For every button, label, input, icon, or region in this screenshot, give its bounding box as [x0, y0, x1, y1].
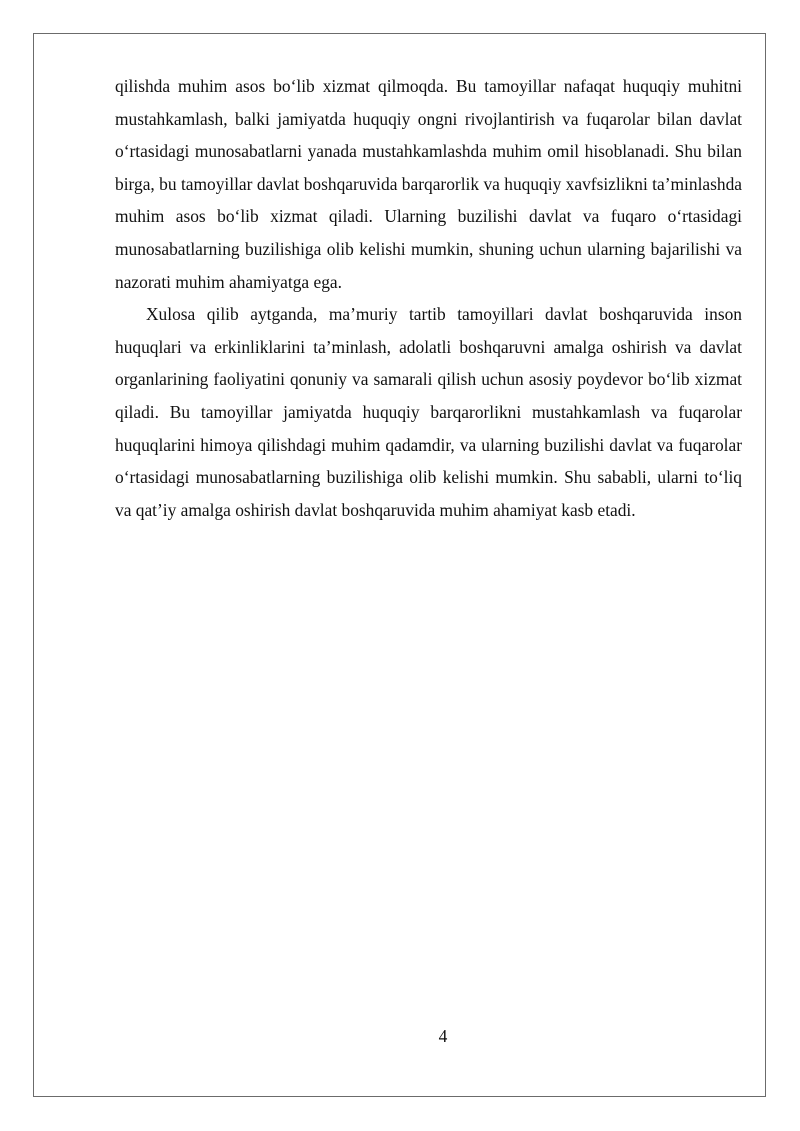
document-body [115, 70, 742, 526]
page-number: 4 [438, 1026, 448, 1046]
paragraph-continuation: qilishda muhim asos bo‘lib xizmat qilmoqda. Bu tamoyillar nafaqat huquqiy muhitni mustahkamlash, balki jamiyatda huquqiy ongni rivojlantirish va fuqarolar bilan davlat o‘rtasidagi munosabatlarni yanada mustahkamlashda muhim omil hisoblanadi. Shu bilan birga, bu tamoyillar davlat boshqaruvida barqarorlik va huquqiy xavfsizlikni ta’minlashda muhim asos bo‘lib xizmat qiladi. Ularning buzilishi davlat va fuqaro o‘rtasidagi munosabatlarning buzilishiga olib kelishi mumkin, shuning uchun ularning bajarilishi va nazorati muhim ahamiyatga ega. [115, 76, 742, 292]
paragraph-conclusion: Xulosa qilib aytganda, ma’muriy tartib tamoyillari davlat boshqaruvida inson huquqlari va erkinliklarini ta’minlash, adolatli boshqaruvni amalga oshirish va davlat organlarining faoliyatini qonuniy va samarali qilish uchun asosiy poydevor bo‘lib xizmat qiladi. Bu tamoyillar jamiyatda huquqiy barqarorlikni mustahkamlash va fuqarolar huquqlarini himoya qilishdagi muhim qadamdir, va ularning buzilishi davlat va fuqarolar o‘rtasidagi munosabatlarning buzilishiga olib kelishi mumkin. Shu sababli, ularni to‘liq va qat’iy amalga oshirish davlat boshqaruvida muhim ahamiyat kasb etadi. [115, 304, 742, 520]
